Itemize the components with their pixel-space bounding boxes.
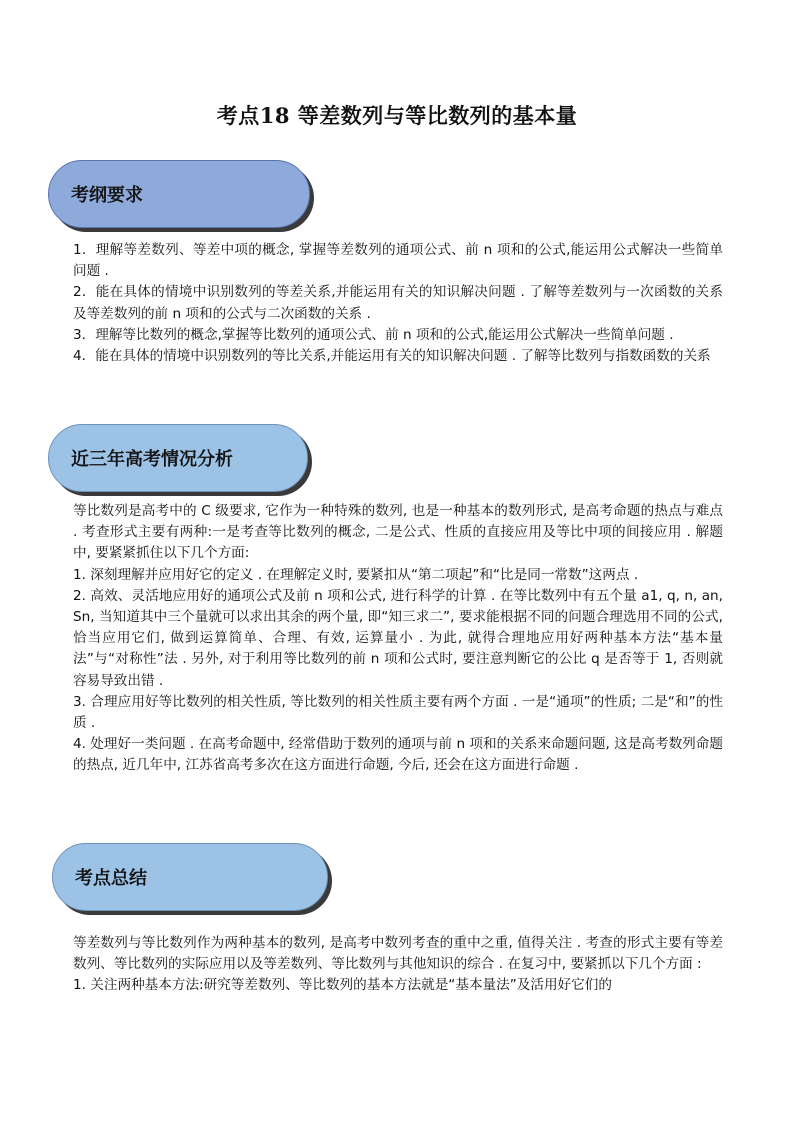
paragraph: 1．理解等差数列、等差中项的概念, 掌握等差数列的通项公式、前 n 项和的公式,能运用公式解决一些简单问题 . xyxy=(73,242,723,280)
section-heading-exam-analysis xyxy=(48,424,308,492)
paragraph: 4．能在具体的情境中识别数列的等比关系,并能运用有关的知识解决问题 . 了解等比数列与指数函数的关系 xyxy=(73,348,711,365)
section-heading-label: 近三年高考情况分析 xyxy=(71,449,233,470)
paragraph: 1. 关注两种基本方法:研究等差数列、等比数列的基本方法就是“基本量法”及活用好它们的 xyxy=(73,977,612,994)
paragraph: 3. 合理应用好等比数列的相关性质, 等比数列的相关性质主要有两个方面 . 一是“通项”的性质; 二是“和”的性质 . xyxy=(73,693,723,732)
paragraph: 4. 处理好一类问题 . 在高考命题中, 经常借助于数列的通项与前 n 项和的关系来命题问题, 这是高考数列命题的热点, 近几年中, 江苏省高考多次在这方面进行命题, 今后, 还会在这方面进行命题 . xyxy=(73,736,723,774)
section-body-summary xyxy=(73,933,723,997)
section-body-exam-analysis xyxy=(73,501,723,777)
section-heading-summary xyxy=(52,843,328,911)
section-heading-label: 考点总结 xyxy=(75,868,147,889)
section-body-exam-requirements xyxy=(73,240,723,367)
paragraph: 等比数列是高考中的 C 级要求, 它作为一种特殊的数列, 也是一种基本的数列形式, 是高考命题的热点与难点 . 考查形式主要有两种:一是考查等比数列的概念, 二是公式、性质的直接应用及等比中项的间接应用 . 解题中, 要紧紧抓住以下几个方面: xyxy=(73,503,723,562)
paragraph: 2．能在具体的情境中识别数列的等差关系,并能运用有关的知识解决问题 . 了解等差数列与一次函数的关系及等差数列的前 n 项和的公式与二次函数的关系 . xyxy=(73,284,723,322)
paragraph: 3．理解等比数列的概念,掌握等比数列的通项公式、前 n 项和的公式,能运用公式解决一些简单问题 . xyxy=(73,326,674,343)
paragraph: 等差数列与等比数列作为两种基本的数列, 是高考中数列考查的重中之重, 值得关注 . 考查的形式主要有等差数列、等比数列的实际应用以及等差数列、等比数列与其他知识的综合 . 在复习中, 要紧抓以下几个方面 : xyxy=(73,935,723,973)
paragraph: 2. 高效、灵活地应用好的通项公式及前 n 项和公式, 进行科学的计算 . 在等比数列中有五个量 a1, q, n, an, Sn, 当知道其中三个量就可以求出其余的两个量, 即“知三求二”, 要求能根据不同的问题合理选用不同的公式, 恰当应用它们, 做到运算简单、合理、有效, 运算量小 . 为此, 就得合理地应用好两种基本方法“基本量法”与“对称性”法 . 另外, 对于利用等比数列的前 n 项和公式时, 要注意判断它的公比 q 是否等于 1, 否则就容易导致出错 . xyxy=(73,587,723,689)
paragraph: 1. 深刻理解并应用好它的定义 . 在理解定义时, 要紧扣从“第二项起”和“比是同一常数”这两点 . xyxy=(73,566,639,583)
section-heading-label: 考纲要求 xyxy=(71,185,143,206)
page-title: 考点18 等差数列与等比数列的基本量 xyxy=(216,103,578,128)
section-heading-exam-requirements xyxy=(48,160,310,228)
